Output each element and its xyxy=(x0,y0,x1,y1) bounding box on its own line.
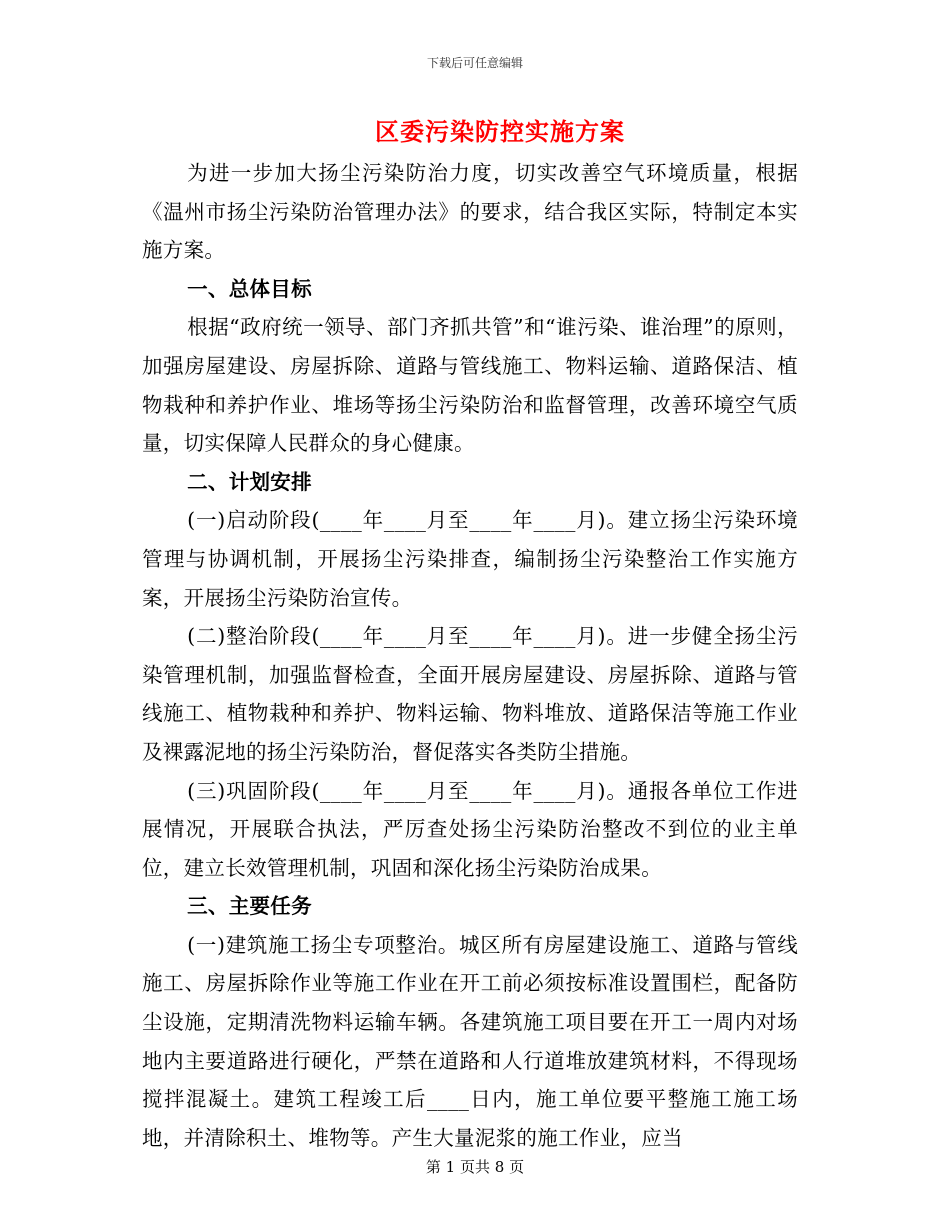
page-number-footer: 第 1 页共 8 页 xyxy=(425,1158,525,1176)
section-heading-tasks: 三、主要任务 xyxy=(187,894,312,919)
intro-paragraph: 为进一步加大扬尘污染防治力度，切实改善空气环境质量，根据《温州市扬尘污染防治管理办法》的要求，结合我区实际，特制定本实施方案。 xyxy=(142,161,798,263)
section-heading-goals: 一、总体目标 xyxy=(187,276,312,301)
plan-stage-1-paragraph: (一)启动阶段(____年____月至____年____月)。建立扬尘污染环境管理与协调机制，开展扬尘污染排查，编制扬尘污染整治工作实施方案，开展扬尘污染防治宣传。 xyxy=(142,508,798,610)
section-heading-plan: 二、计划安排 xyxy=(187,469,312,494)
plan-stage-2-paragraph: (二)整治阶段(____年____月至____年____月)。进一步健全扬尘污染管理机制，加强监督检查，全面开展房屋建设、房屋拆除、道路与管线施工、植物栽种和养护、物料运输、物料堆放、道路保洁等施工作业及裸露泥地的扬尘污染防治，督促落实各类防尘措施。 xyxy=(142,624,798,764)
tasks-paragraph-1: (一)建筑施工扬尘专项整治。城区所有房屋建设施工、道路与管线施工、房屋拆除作业等施工作业在开工前必须按标准设置围栏，配备防尘设施，定期清洗物料运输车辆。各建筑施工项目要在开工一周内对场地内主要道路进行硬化，严禁在道路和人行道堆放建筑材料，不得现场搅拌混凝土。建筑工程竣工后____日内，施工单位要平整施工施工场地，并清除积土、堆物等。产生大量泥浆的施工作业，应当 xyxy=(142,932,798,1150)
plan-stage-3-paragraph: (三)巩固阶段(____年____月至____年____月)。通报各单位工作进展情况，开展联合执法，严厉查处扬尘污染防治整改不到位的业主单位，建立长效管理机制，巩固和深化扬尘污染防治成果。 xyxy=(142,778,798,880)
document-body xyxy=(142,154,798,1157)
goals-paragraph: 根据“政府统一领导、部门齐抓共管”和“谁污染、谁治理”的原则，加强房屋建设、房屋拆除、道路与管线施工、物料运输、道路保洁、植物栽种和养护作业、堆场等扬尘污染防治和监督管理，改善环境空气质量，切实保障人民群众的身心健康。 xyxy=(142,315,798,456)
document-title: 区委污染防控实施方案 xyxy=(375,117,625,146)
header-note: 下载后可任意编辑 xyxy=(426,56,523,70)
